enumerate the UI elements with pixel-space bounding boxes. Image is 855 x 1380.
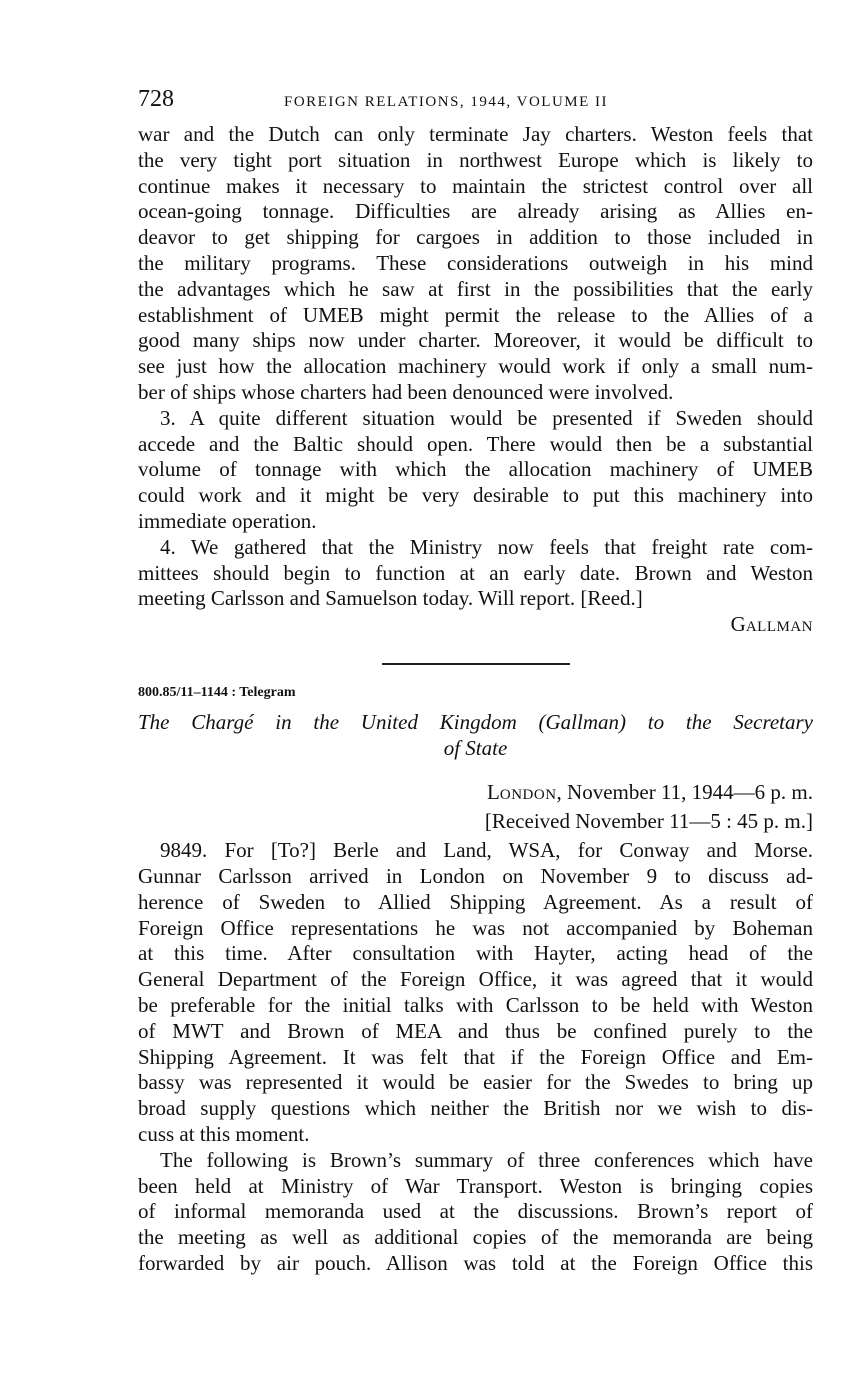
text-line: General Department of the Foreign Office, it was agreed that it would	[138, 967, 813, 992]
text-line: The following is Brown’s summary of three conferences which have	[160, 1147, 813, 1172]
text-line: 4. We gathered that the Ministry now feels that freight rate com-	[160, 534, 813, 559]
text-line: accede and the Baltic should open. There would then be a substantial	[138, 431, 813, 456]
dateline	[138, 779, 813, 834]
text-line: continue makes it necessary to maintain the strictest control over all	[138, 173, 813, 198]
text-line: cuss at this moment.	[138, 1121, 310, 1146]
text-line: could work and it might be very desirable to put this machinery into	[138, 483, 813, 508]
running-head: FOREIGN RELATIONS, 1944, VOLUME II	[284, 94, 609, 110]
telegram-paragraph-1	[138, 838, 813, 1148]
text-line: Foreign Office representations he was not accompanied by Boheman	[138, 915, 813, 940]
text-line: volume of tonnage with which the allocation machinery of UMEB	[138, 457, 813, 482]
text-line: mittees should begin to function at an early date. Brown and Weston	[138, 560, 813, 585]
text-line: at this time. After consultation with Hayter, acting head of the	[138, 941, 813, 966]
text-line: deavor to get shipping for cargoes in addition to those included in	[138, 225, 813, 250]
section-divider	[382, 663, 570, 665]
text-line: establishment of UMEB might permit the release to the Allies of a	[138, 302, 813, 327]
text-line: 9849. For [To?] Berle and Land, WSA, for Conway and Morse.	[160, 838, 813, 863]
text-line: of MWT and Brown of MEA and thus be confined purely to the	[138, 1018, 813, 1043]
text-line: 3. A quite different situation would be presented if Sweden should	[160, 405, 813, 430]
text-line: broad supply questions which neither the British nor we wish to dis-	[138, 1096, 813, 1121]
text-line: be preferable for the initial talks with Carlsson to be held with Weston	[138, 992, 813, 1017]
text-line: ber of ships whose charters had been denounced were involved.	[138, 379, 674, 404]
text-line: the military programs. These considerations outweigh in his mind	[138, 250, 813, 275]
document-reference: 800.85/11–1144 : Telegram	[138, 685, 296, 701]
page-header	[138, 86, 813, 122]
text-line: Shipping Agreement. It was felt that if the Foreign Office and Em-	[138, 1044, 813, 1069]
text-line: of informal memoranda used at the discussions. Brown’s report of	[138, 1199, 813, 1224]
text-line: the meeting as well as additional copies of the memoranda are being	[138, 1225, 813, 1250]
text-line: the very tight port situation in northwest Europe which is likely to	[138, 147, 813, 172]
text-line: see just how the allocation machinery would work if only a small num-	[138, 354, 813, 379]
text-line: ocean-going tonnage. Difficulties are already arising as Allies en-	[138, 199, 813, 224]
document-title	[138, 709, 813, 761]
dateline-place-rest: ONDON	[499, 787, 557, 804]
text-line: immediate operation.	[138, 508, 317, 533]
text-line: war and the Dutch can only terminate Jay charters. Weston feels that	[138, 122, 813, 146]
dateline-place-initial: L	[487, 780, 500, 805]
received-line: [Received November 11—5 : 45 p. m.]	[484, 809, 813, 834]
signature-rest: ALLMAN	[745, 619, 813, 636]
continued-paragraph	[138, 122, 813, 406]
page-number: 728	[138, 86, 174, 112]
document-page	[138, 86, 813, 1277]
paragraph-3	[138, 406, 813, 535]
paragraph-4	[138, 535, 813, 612]
title-line: The Chargé in the United Kingdom (Gallman) to the Secretary	[138, 710, 813, 735]
signature	[138, 612, 813, 637]
text-line: good many ships now under charter. Moreover, it would be difficult to	[138, 328, 813, 353]
text-line: the advantages which he saw at first in the possibilities that the early	[138, 276, 813, 301]
telegram-paragraph-2	[138, 1148, 813, 1277]
title-line: of State	[443, 736, 508, 761]
dateline-date: , November 11, 1944—6 p. m.	[556, 780, 813, 805]
text-line: Gunnar Carlsson arrived in London on November 9 to discuss ad-	[138, 863, 813, 888]
text-line: bassy was represented it would be easier for the Swedes to bring up	[138, 1070, 813, 1095]
text-line: herence of Sweden to Allied Shipping Agreement. As a result of	[138, 889, 813, 914]
signature-initial: G	[730, 612, 746, 637]
text-line: forwarded by air pouch. Allison was told at the Foreign Office this	[138, 1250, 813, 1275]
text-line: meeting Carlsson and Samuelson today. Will report. [Reed.]	[138, 586, 643, 611]
text-line: been held at Ministry of War Transport. Weston is bringing copies	[138, 1173, 813, 1198]
dateline-place-date	[138, 779, 813, 808]
